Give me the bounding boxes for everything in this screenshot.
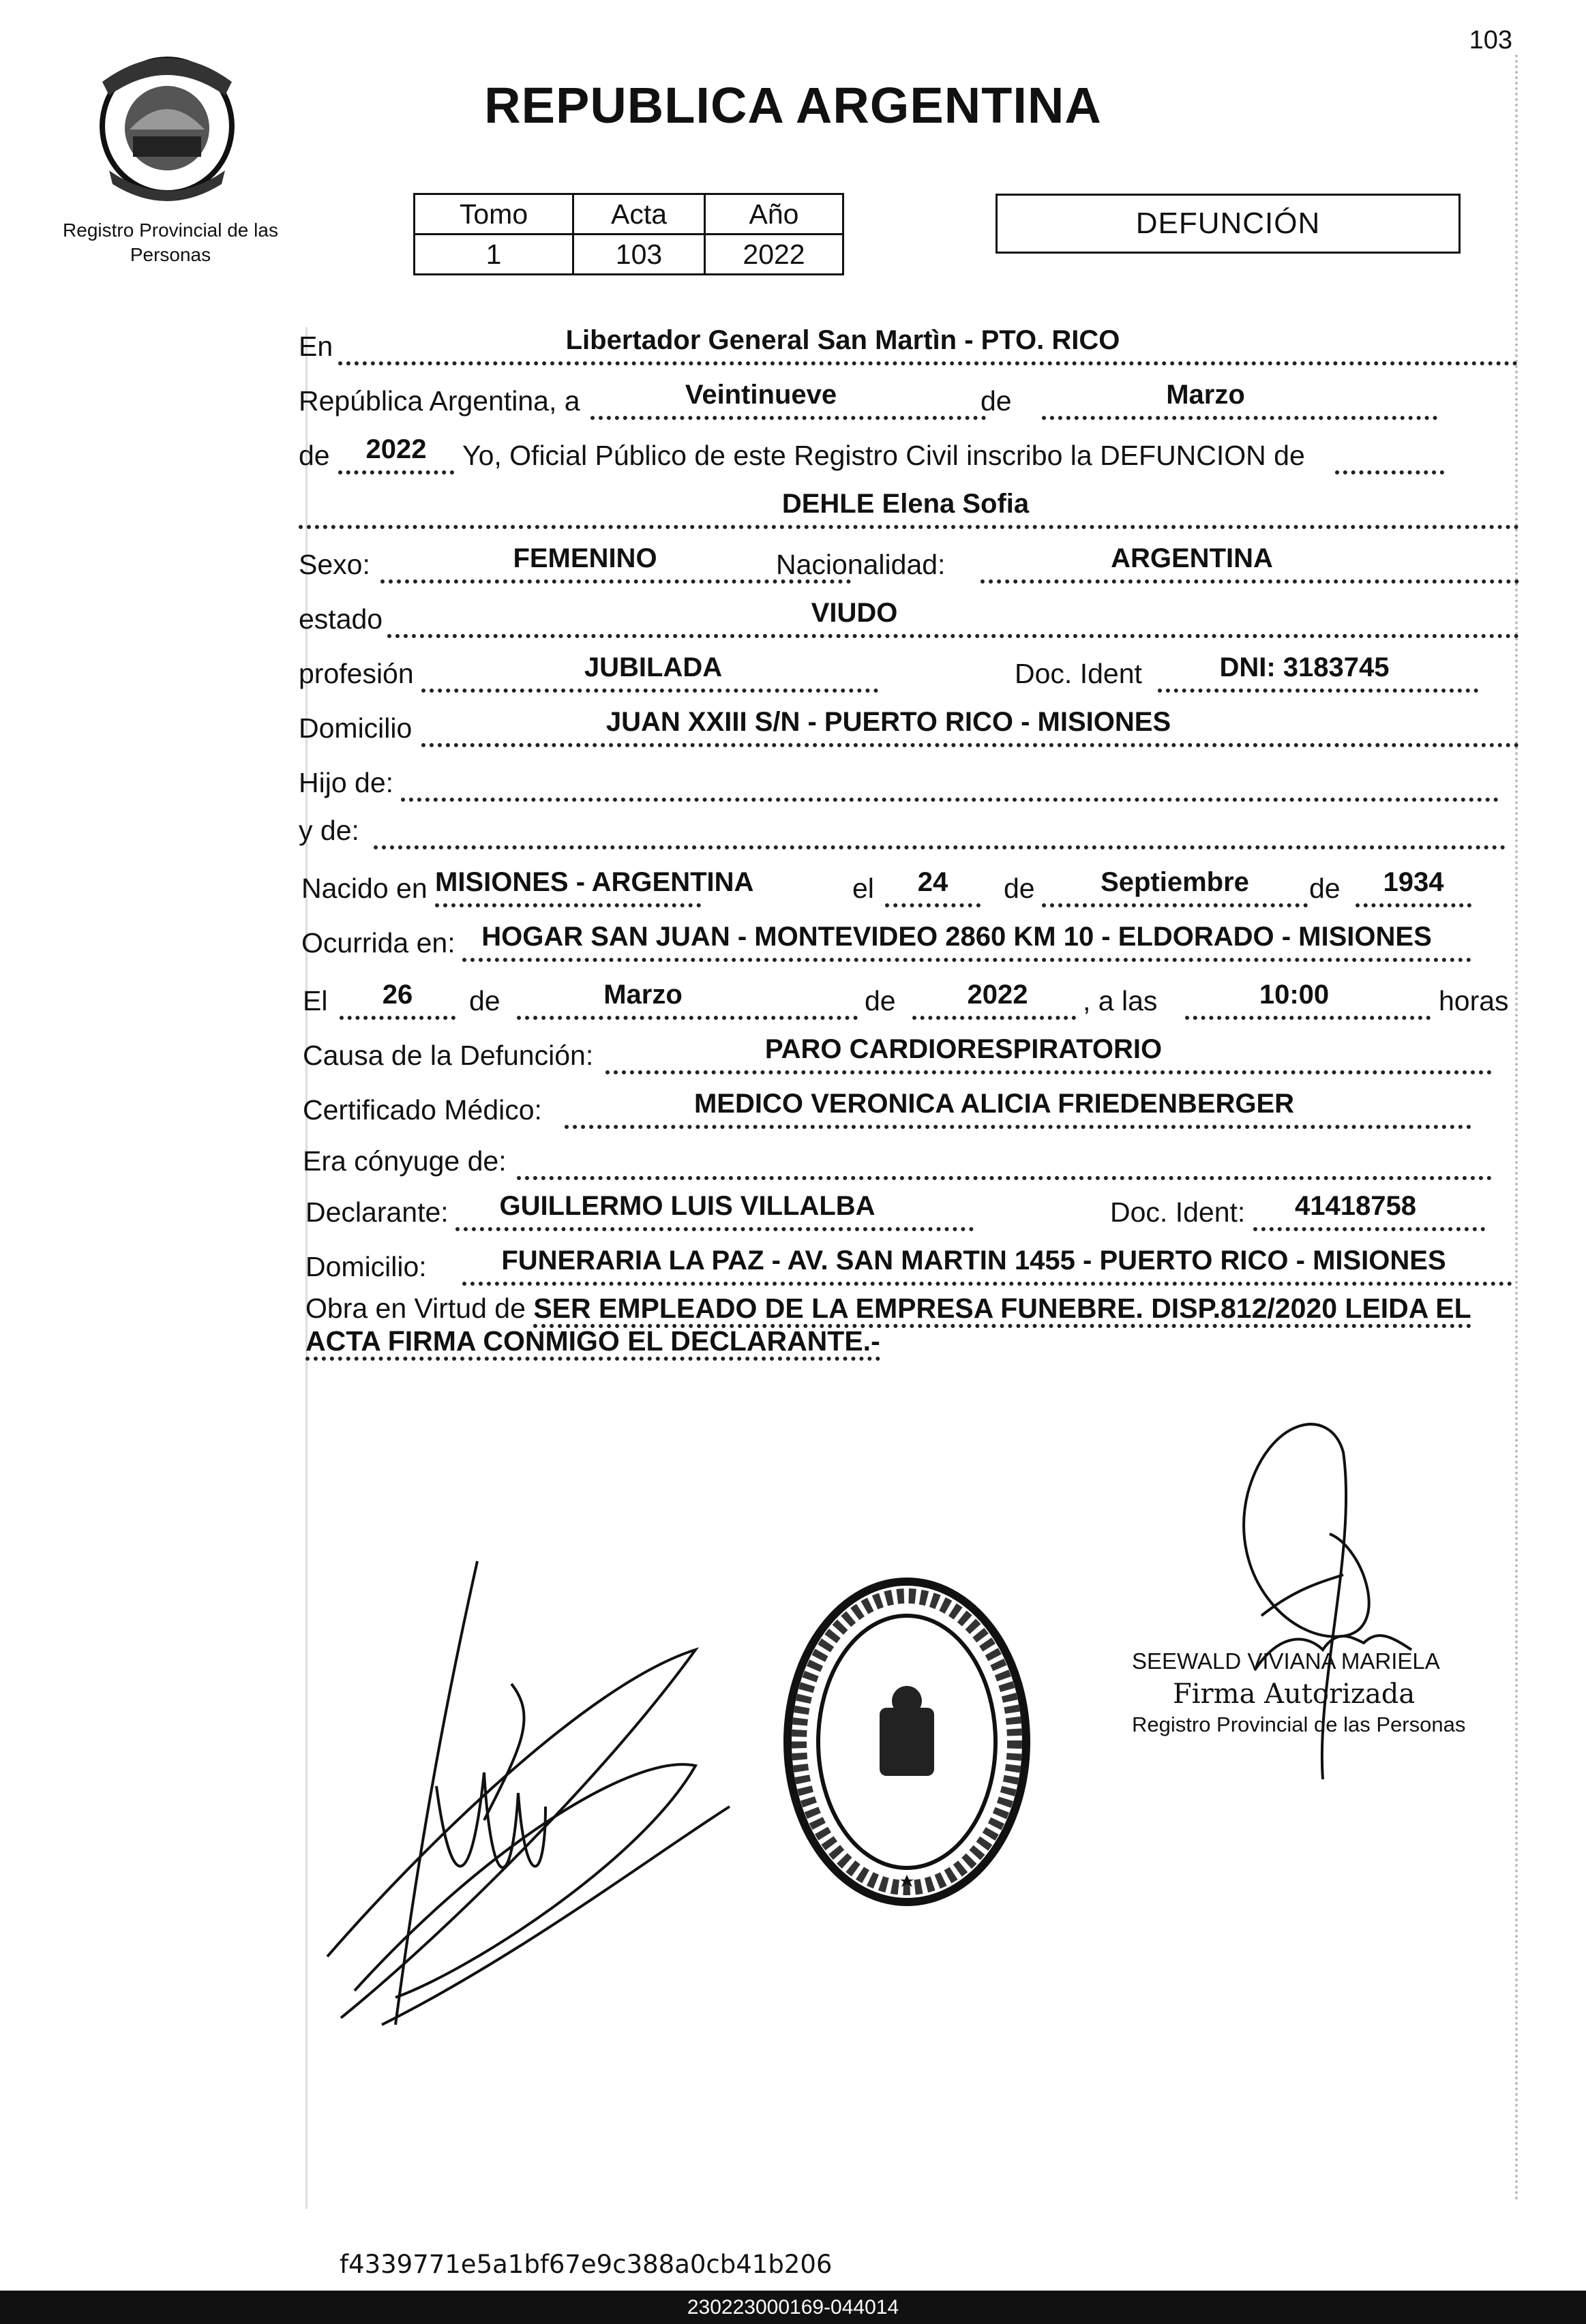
row-nombre [299,484,1519,532]
label-ocurrida-en: Ocurrida en: [301,927,455,959]
row-fecha-defuncion [299,975,1519,1023]
label-obra: Obra en Virtud de [305,1293,526,1324]
label-conyuge: Era cónyuge de: [303,1145,507,1177]
row-domicilio [299,702,1519,750]
value-dni: DNI: 3183745 [1219,652,1390,682]
row-nacido [299,862,1506,910]
label-doc-ident-declarante: Doc. Ident: [1110,1196,1246,1228]
label-de-nac-anio: de [1309,873,1341,904]
label-de-def-mes: de [469,985,500,1016]
row-declarante [299,1186,1485,1234]
value-declarante: GUILLERMO LUIS VILLALBA [499,1191,876,1221]
signer-registry: Registro Provincial de las Personas [1132,1712,1466,1736]
label-republica: República Argentina, a [299,385,580,417]
value-estado: VIUDO [811,598,898,628]
value-nac-mes: Septiembre [1101,867,1249,897]
label-de-def-anio: de [865,985,896,1016]
label-sexo: Sexo: [299,549,370,580]
value-declarante-doc: 41418758 [1295,1191,1416,1221]
row-hijo-de [299,757,1499,804]
value-causa: PARO CARDIORESPIRATORIO [764,1034,1163,1064]
label-nacido-en: Nacido en [301,873,428,904]
field-conyuge [517,1132,1492,1180]
value-hora: 10:00 [1259,980,1330,1010]
value-def-anio: 2022 [967,980,1028,1010]
declarante-signature [314,1548,736,2038]
label-horas: horas [1439,985,1509,1016]
row-y-de [299,804,1506,852]
value-nac-anio: 1934 [1383,867,1444,897]
row-lugar [299,320,1519,368]
value-profesion: JUBILADA [584,652,723,682]
field-hijo-de [401,754,1499,802]
value-obra-line2: ACTA FIRMA CONMIGO EL DECLARANTE.- [305,1325,880,1361]
signer-role: Firma Autorizada [1173,1678,1416,1710]
value-domicilio-declarante: FUNERARIA LA PAZ - AV. SAN MARTIN 1455 - PUERTO RICO - MISIONES [501,1246,1446,1276]
label-oficial: Yo, Oficial Público de este Registro Civil inscribo la DEFUNCION de [462,440,1305,471]
row-oficial [299,429,1519,477]
row-certificado [299,1084,1471,1132]
value-nacido-en: MISIONES - ARGENTINA [435,867,754,897]
label-domicilio-declarante: Domicilio: [305,1251,427,1282]
label-de-anio: de [299,440,330,471]
official-stamp [777,1571,1036,1912]
value-anio: 2022 [365,434,427,464]
label-de-nac-mes: de [1004,873,1035,904]
barcode-footer: 230223000169-044014 [0,2291,1586,2324]
label-el: el [852,873,874,904]
value-lugar: Libertador General San Martìn - PTO. RICO [565,325,1120,355]
row-ocurrida [299,917,1506,965]
value-def-dia: 26 [382,980,413,1010]
row-conyuge [299,1135,1492,1183]
registry-name: Registro Provincial de las Personas [63,220,278,266]
obra-paragraph [305,1292,1533,1357]
signature-block [1132,1648,1473,1737]
label-domicilio: Domicilio [299,712,413,744]
row-profesion [299,648,1519,695]
value-nac-dia: 24 [917,867,948,897]
label-a-las: , a las [1083,985,1158,1016]
page-title: REPUBLICA ARGENTINA [484,77,1102,134]
label-el-upper: El [303,985,328,1016]
row-domicilio-declarante [299,1241,1512,1288]
tomo-value: 1 [415,235,573,275]
label-en: En [299,331,333,362]
anio-label: Año [705,194,843,235]
value-nombre: DEHLE Elena Sofia [781,489,1030,519]
document-type: DEFUNCIÓN [996,194,1461,254]
value-nacionalidad: ARGENTINA [1111,543,1273,573]
row-fecha-inscripcion [299,375,1519,423]
value-domicilio: JUAN XXIII S/N - PUERTO RICO - MISIONES [605,707,1171,737]
label-declarante: Declarante: [305,1196,449,1228]
label-doc-ident: Doc. Ident [1015,658,1142,689]
field-oficial-end [1335,427,1444,474]
label-de: de [981,385,1012,417]
label-nacionalidad: Nacionalidad: [776,549,946,580]
label-causa: Causa de la Defunción: [303,1040,594,1071]
tomo-label: Tomo [415,194,573,235]
row-estado [299,593,1519,641]
row-sexo [299,539,1519,586]
value-obra-line1: SER EMPLEADO DE LA EMPRESA FUNEBRE. DISP.812/2020 LEIDA EL [533,1293,1471,1328]
field-y-de [374,802,1506,849]
value-def-mes: Marzo [603,980,683,1010]
label-estado: estado [299,603,383,635]
row-causa [299,1029,1492,1077]
document-hash: f4339771e5a1bf67e9c388a0cb41b206 [340,2250,833,2279]
label-certificado: Certificado Médico: [303,1094,542,1126]
label-profesion: profesión [299,658,414,689]
label-hijo-de: Hijo de: [299,767,394,798]
value-dia: Veintinueve [685,380,837,410]
acta-label: Acta [573,194,705,235]
anio-value: 2022 [705,235,843,275]
label-y-de: y de: [299,815,359,846]
signer-name: SEEWALD VIVIANA MARIELA [1132,1648,1440,1674]
acta-value: 103 [573,235,705,275]
page-number: 103 [1469,26,1512,55]
value-sexo: FEMENINO [513,543,657,573]
record-table [413,193,844,275]
value-mes: Marzo [1166,380,1245,410]
value-ocurrida: HOGAR SAN JUAN - MONTEVIDEO 2860 KM 10 - ELDORADO - MISIONES [481,922,1432,952]
value-certificado: MEDICO VERONICA ALICIA FRIEDENBERGER [693,1089,1295,1119]
